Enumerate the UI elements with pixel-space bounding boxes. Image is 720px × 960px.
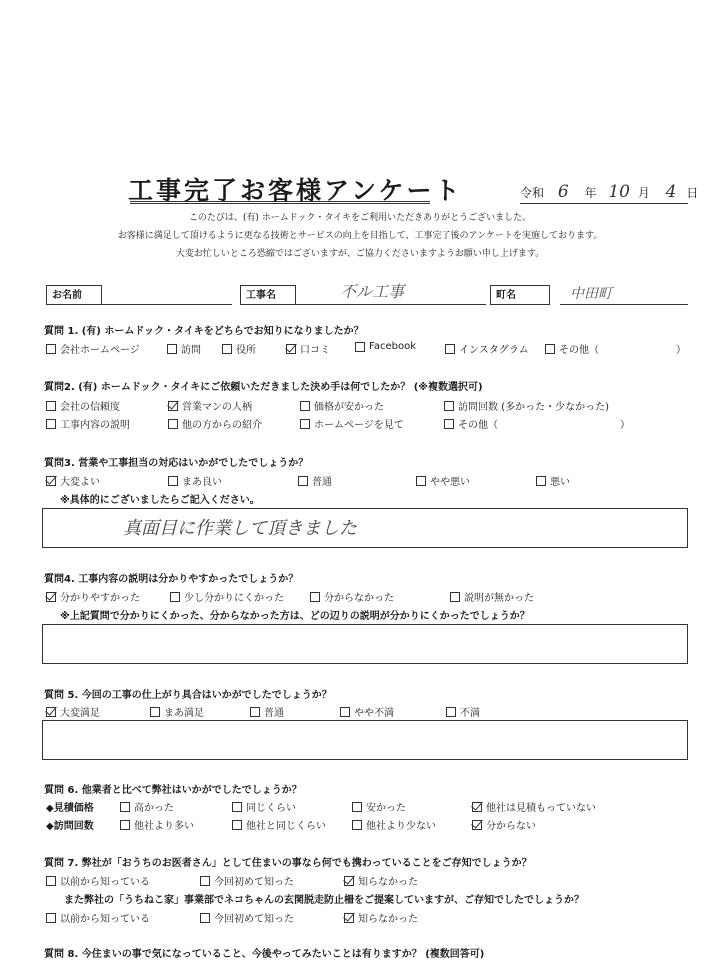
checkbox[interactable] — [170, 592, 180, 602]
q2-option[interactable] — [300, 398, 384, 413]
q6-option[interactable] — [352, 799, 406, 814]
q5-option-label: やや不満 — [354, 708, 394, 719]
checkbox[interactable] — [232, 802, 242, 812]
q7-sub-option-label: 今回初めて知った — [214, 914, 294, 925]
checkbox[interactable] — [310, 592, 320, 602]
checkbox-checked[interactable] — [46, 476, 56, 486]
q3-option[interactable] — [416, 473, 470, 488]
q4-answer-box[interactable] — [42, 624, 688, 664]
checkbox[interactable] — [168, 419, 178, 429]
checkbox[interactable] — [250, 707, 260, 717]
checkbox[interactable] — [340, 707, 350, 717]
q5-option-label: 大変満足 — [60, 708, 100, 719]
q5-option[interactable] — [46, 704, 100, 719]
q1-option[interactable] — [545, 341, 599, 356]
q2-text: 質問2. (有) ホームドック・タイキにご依頼いただきました決め手は何でしたか？ (※複数選択可) — [44, 382, 483, 393]
q4-note: ※上記質問で分かりにくかった、分からなかった方は、どの辺りの説明が分かりにくかったでしょうか？ — [60, 611, 530, 622]
q3-option-label: 普通 — [312, 477, 332, 488]
q3-option-label: まあ良い — [182, 477, 222, 488]
q5-option[interactable] — [250, 704, 284, 719]
checkbox-checked[interactable] — [472, 820, 482, 830]
q3-option[interactable] — [298, 473, 332, 488]
date-field — [520, 182, 698, 202]
checkbox[interactable] — [150, 707, 160, 717]
checkbox[interactable] — [450, 592, 460, 602]
checkbox[interactable] — [445, 344, 455, 354]
q2-option[interactable] — [444, 398, 609, 413]
q7-sub-option[interactable] — [46, 910, 150, 925]
checkbox[interactable] — [46, 876, 56, 886]
q2-option-label: 工事内容の説明 — [60, 420, 130, 431]
q5-option[interactable] — [340, 704, 394, 719]
q1-option-label: 訪問 — [181, 345, 201, 356]
checkbox[interactable] — [446, 707, 456, 717]
checkbox[interactable] — [120, 802, 130, 812]
q7-sub-option-label: 知らなかった — [358, 914, 418, 925]
q4-option-label: 少し分かりにくかった — [184, 593, 284, 604]
checkbox-checked[interactable] — [344, 876, 354, 886]
q7-sub-text: また弊社の「うちねこ家」事業部でネコちゃんの玄関脱走防止柵をご提案していますが、ご存知でしたでしょうか？ — [64, 895, 584, 906]
q2-option[interactable] — [300, 416, 404, 431]
month-unit: 月 — [637, 186, 650, 200]
q1-option-label: 会社ホームページ — [60, 345, 140, 356]
q6-option[interactable] — [120, 799, 174, 814]
checkbox[interactable] — [298, 476, 308, 486]
q6-option[interactable] — [472, 817, 536, 832]
q3-answer-box[interactable]: 真面目に作業して頂きました — [42, 508, 688, 548]
checkbox[interactable] — [46, 401, 56, 411]
q3-option-label: 悪い — [550, 477, 570, 488]
checkbox-checked[interactable] — [46, 592, 56, 602]
q4-option-label: 分かりやすかった — [60, 593, 140, 604]
q3-option[interactable] — [536, 473, 570, 488]
q2-option[interactable] — [168, 416, 262, 431]
checkbox[interactable] — [355, 342, 365, 352]
q2-option-label: 他の方からの紹介 — [182, 420, 262, 431]
q1-option[interactable] — [222, 341, 256, 356]
checkbox[interactable] — [167, 344, 177, 354]
q1-option-label: インスタグラム — [459, 345, 529, 356]
q6-option-label: 他社と同じくらい — [246, 821, 326, 832]
checkbox[interactable] — [416, 476, 426, 486]
checkbox[interactable] — [300, 419, 310, 429]
checkbox[interactable] — [168, 476, 178, 486]
q7-option[interactable] — [200, 873, 294, 888]
q2-option-label: 会社の信頼度 — [60, 402, 120, 413]
q1-option[interactable] — [355, 341, 416, 352]
checkbox[interactable] — [46, 419, 56, 429]
q7-text: 質問 7. 弊社が「おうちのお医者さん」として住まいの事なら何でも携わっていることをご存知でしょうか？ — [44, 858, 532, 869]
q1-option[interactable] — [445, 341, 529, 356]
q2-close-paren: ） — [620, 420, 630, 431]
day-value[interactable]: 4 — [665, 182, 677, 202]
work-label: 工事名 — [240, 285, 296, 305]
title-underline — [130, 201, 430, 204]
q5-option[interactable] — [446, 704, 480, 719]
q7-option[interactable] — [46, 873, 150, 888]
date-underline — [520, 203, 688, 204]
page-title: 工事完了お客様アンケート — [128, 176, 463, 205]
checkbox[interactable] — [444, 419, 454, 429]
q6-option[interactable] — [472, 799, 596, 814]
q3-option[interactable] — [168, 473, 222, 488]
q4-option[interactable] — [170, 589, 284, 604]
q1-option-label: 口コミ — [300, 345, 330, 356]
q2-option-label: 営業マンの人柄 — [182, 402, 252, 413]
town-label: 町名 — [490, 285, 550, 305]
month-value[interactable]: 10 — [608, 182, 630, 202]
checkbox[interactable] — [200, 876, 210, 886]
q6-option-label: 安かった — [366, 803, 406, 814]
q5-answer-box[interactable] — [42, 720, 688, 760]
q6-row-label: ◆見積価格 — [46, 803, 94, 814]
name-label: お名前 — [46, 285, 102, 305]
q5-option-label: 普通 — [264, 708, 284, 719]
checkbox[interactable] — [200, 913, 210, 923]
q2-option[interactable] — [444, 416, 498, 431]
checkbox-checked[interactable] — [344, 913, 354, 923]
checkbox-checked[interactable] — [472, 802, 482, 812]
checkbox[interactable] — [222, 344, 232, 354]
checkbox[interactable] — [536, 476, 546, 486]
q6-option-label: 他社より多い — [134, 821, 194, 832]
intro-line-2: お客様に満足して頂けるように更なる技術とサービスの向上を目指して、工事完了後のアンケートを実施しております。 — [117, 231, 603, 241]
q1-option[interactable] — [46, 341, 140, 356]
q4-option[interactable] — [310, 589, 394, 604]
q3-option[interactable] — [46, 473, 100, 488]
q2-option[interactable] — [46, 416, 130, 431]
checkbox[interactable] — [46, 913, 56, 923]
year-value[interactable]: 6 — [557, 182, 569, 202]
q6-option-label: 分からない — [486, 821, 536, 832]
checkbox-checked[interactable] — [46, 707, 56, 717]
checkbox[interactable] — [300, 401, 310, 411]
q3-note: ※具体的にございましたらご記入ください。 — [60, 495, 260, 506]
q3-option-label: やや悪い — [430, 477, 470, 488]
q1-option[interactable] — [167, 341, 201, 356]
q7-sub-option[interactable] — [200, 910, 294, 925]
era-label: 令和 — [520, 186, 545, 200]
q4-option-label: 説明が無かった — [464, 593, 534, 604]
q2-option-label: 価格が安かった — [314, 402, 384, 413]
q5-option-label: まあ満足 — [164, 708, 204, 719]
intro-line-1: このたびは、(有) ホームドック・タイキをご利用いただきありがとうございました。 — [188, 213, 532, 223]
q4-text: 質問4. 工事内容の説明は分かりやすかったでしょうか？ — [44, 574, 299, 585]
q7-sub-option-label: 以前から知っている — [60, 914, 150, 925]
q2-option[interactable] — [46, 398, 120, 413]
q1-text: 質問 1. (有) ホームドック・タイキをどちらでお知りになりましたか？ — [44, 326, 364, 337]
checkbox[interactable] — [352, 802, 362, 812]
q2-option-label: ホームページを見て — [314, 420, 404, 431]
q5-option[interactable] — [150, 704, 204, 719]
q2-option-label: その他（ — [458, 420, 498, 431]
q6-option-label: 同じくらい — [246, 803, 296, 814]
town-field[interactable]: 中田町 — [560, 285, 688, 305]
name-field[interactable] — [102, 285, 232, 305]
checkbox[interactable] — [232, 820, 242, 830]
q8-text: 質問 8. 今住まいの事で気になっていること、今後やってみたいことは有りますか？ (複数回答可) — [44, 949, 485, 960]
q2-option[interactable] — [168, 398, 252, 413]
day-unit: 日 — [686, 186, 699, 200]
q6-option[interactable] — [352, 817, 436, 832]
q5-text: 質問 5. 今回の工事の仕上がり具合はいかがでしたでしょうか？ — [44, 690, 332, 701]
q6-row-label: ◆訪問回数 — [46, 821, 94, 832]
q1-close-paren: ） — [676, 345, 686, 356]
q7-sub-option[interactable] — [344, 910, 418, 925]
q6-option-label: 高かった — [134, 803, 174, 814]
year-unit: 年 — [584, 186, 597, 200]
q7-option-label: 今回初めて知った — [214, 877, 294, 888]
checkbox[interactable] — [545, 344, 555, 354]
checkbox-checked[interactable] — [168, 401, 178, 411]
checkbox-checked[interactable] — [286, 344, 296, 354]
checkbox[interactable] — [46, 344, 56, 354]
q6-option[interactable] — [232, 799, 296, 814]
q1-option[interactable] — [286, 341, 330, 356]
work-field[interactable]: 不ル工事 — [296, 285, 486, 305]
q4-option[interactable] — [450, 589, 534, 604]
q7-option-label: 知らなかった — [358, 877, 418, 888]
q6-text: 質問 6. 他業者と比べて弊社はいかがでしたでしょうか？ — [44, 785, 302, 796]
checkbox[interactable] — [352, 820, 362, 830]
q6-option[interactable] — [232, 817, 326, 832]
q1-option-label: その他（ — [559, 345, 599, 356]
checkbox[interactable] — [120, 820, 130, 830]
checkbox[interactable] — [444, 401, 454, 411]
q1-option-label: Facebook — [369, 341, 416, 352]
q1-option-label: 役所 — [236, 345, 256, 356]
q3-option-label: 大変よい — [60, 477, 100, 488]
q7-option-label: 以前から知っている — [60, 877, 150, 888]
q5-option-label: 不満 — [460, 708, 480, 719]
q6-option-label: 他社は見積もっていない — [486, 803, 596, 814]
q7-option[interactable] — [344, 873, 418, 888]
q2-option-label: 訪問回数 (多かった・少なかった) — [458, 402, 609, 413]
q3-text: 質問3. 営業や工事担当の対応はいかがでしたでしょうか？ — [44, 458, 309, 469]
q4-option-label: 分からなかった — [324, 593, 394, 604]
q4-option[interactable] — [46, 589, 140, 604]
q6-option-label: 他社より少ない — [366, 821, 436, 832]
q6-option[interactable] — [120, 817, 194, 832]
intro-line-3: 大変お忙しいところ恐縮ではございますが、ご協力くださいますようお願い申し上げます。 — [175, 249, 545, 259]
